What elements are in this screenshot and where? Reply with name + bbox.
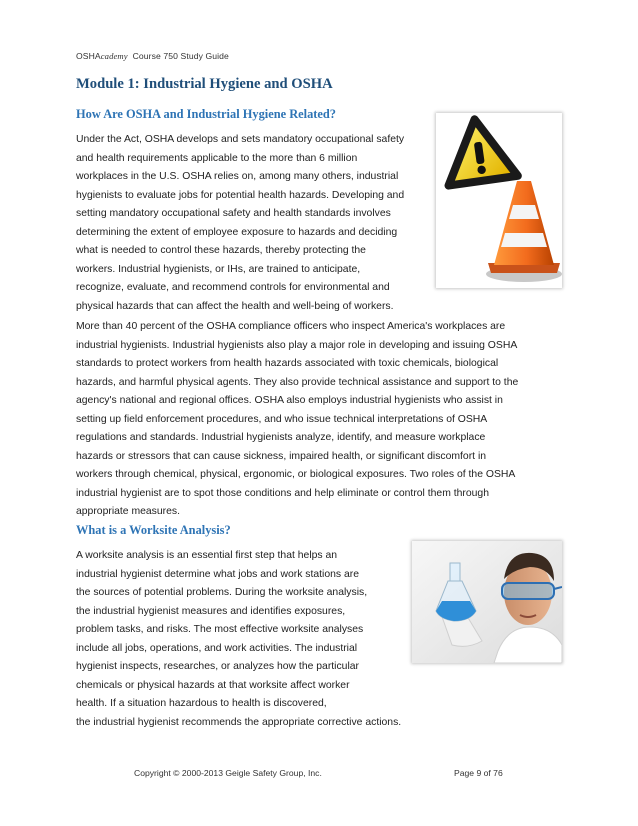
- hazard-image: [436, 113, 562, 288]
- paragraph-line: workers through chemical, physical, ergonomic, or biological exposures. Two roles of the OSHA: [76, 469, 516, 480]
- paragraph-line: appropriate measures.: [76, 506, 180, 517]
- paragraph-line: standards to protect workers from health hazards associated with toxic chemicals, biological: [76, 358, 499, 369]
- paragraph-line: hazards, and harmful physical agents. They also provide technical assistance and support to the: [76, 376, 519, 388]
- paragraph-line: industrial hygienist determine what jobs and work stations are: [76, 568, 360, 580]
- paragraph-line: what is needed to control these hazards, thereby protecting the: [76, 245, 366, 256]
- paragraph-line: chemicals or physical hazards at that worksite affect worker: [76, 679, 350, 691]
- paragraph-worksite-analysis: [76, 547, 401, 732]
- paragraph-line: workplaces in the U.S. OSHA relies on, among many others, industrial: [76, 171, 399, 182]
- paragraph-line: Under the Act, OSHA develops and sets mandatory occupational safety: [76, 134, 405, 145]
- paragraph-line: hygienist inspects, researches, or analyzes how the particular: [76, 661, 359, 672]
- section-heading-worksite-analysis: What is a Worksite Analysis?: [76, 523, 231, 537]
- paragraph-line: setting up field enforcement procedures, and who issue technical interpretations of OSHA: [76, 413, 488, 425]
- warning-cone-icon: [436, 113, 562, 288]
- paragraph-line: More than 40 percent of the OSHA compliance officers who inspect America's workplaces are: [76, 321, 506, 332]
- paragraph-line: hazards or stressors that can cause sickness, impaired health, or significant discomfort in: [76, 450, 487, 462]
- section-heading-osha-ih: How Are OSHA and Industrial Hygiene Related?: [76, 107, 336, 121]
- paragraph-line: include all jobs, operations, and work activities. The industrial: [76, 642, 358, 654]
- footer-page-number: Page 9 of 76: [454, 768, 503, 778]
- paragraph-line: physical hazards that can affect the health and well-being of workers.: [76, 300, 394, 312]
- module-title: Module 1: Industrial Hygiene and OSHA: [76, 76, 333, 92]
- footer-copyright: Copyright © 2000-2013 Geigle Safety Group, Inc.: [134, 768, 322, 778]
- paragraph-line: regulations and standards. Industrial hygienists analyze, identify, and measure workplace: [76, 432, 486, 443]
- paragraph-line: agency's national and regional offices. OSHA also employs industrial hygienists who assist in: [76, 395, 503, 406]
- paragraph-line: determining the extent of employee exposure to hazards and deciding: [76, 226, 398, 238]
- paragraph-line: workers. Industrial hygienists, or IHs, are trained to anticipate,: [76, 263, 361, 275]
- scientist-flask-icon: [412, 541, 562, 663]
- paragraph-line: the sources of potential problems. During the worksite analysis,: [76, 587, 368, 598]
- paragraph-osha-intro: [76, 131, 404, 316]
- paragraph-line: A worksite analysis is an essential first step that helps an: [76, 550, 338, 561]
- brand-suffix: cademy: [100, 51, 128, 61]
- paragraph-line: setting mandatory occupational safety and health standards involves: [76, 208, 391, 219]
- paragraph-line: and health requirements applicable to the more than 6 million: [76, 152, 358, 164]
- paragraph-line: industrial hygienists. Industrial hygienists also play a major role in developing and issuing OSHA: [76, 339, 518, 351]
- page-header: [76, 51, 229, 61]
- brand-prefix: OSHA: [76, 51, 101, 61]
- paragraph-line: recognize, evaluate, and recommend controls for environmental and: [76, 282, 390, 293]
- paragraph-line: industrial hygienist are to spot those conditions and help eliminate or control them through: [76, 487, 489, 499]
- paragraph-line: hygienists to evaluate jobs for potential health hazards. Developing and: [76, 189, 405, 201]
- paragraph-line: the industrial hygienist measures and identifies exposures,: [76, 605, 346, 617]
- scientist-image: [412, 541, 562, 663]
- paragraph-compliance-officers: [76, 318, 518, 522]
- course-text: Course 750 Study Guide: [132, 51, 229, 61]
- paragraph-line: the industrial hygienist recommends the appropriate corrective actions.: [76, 716, 402, 728]
- paragraph-line: problem tasks, and risks. The most effective worksite analyses: [76, 624, 364, 635]
- paragraph-line: health. If a situation hazardous to health is discovered,: [76, 698, 327, 709]
